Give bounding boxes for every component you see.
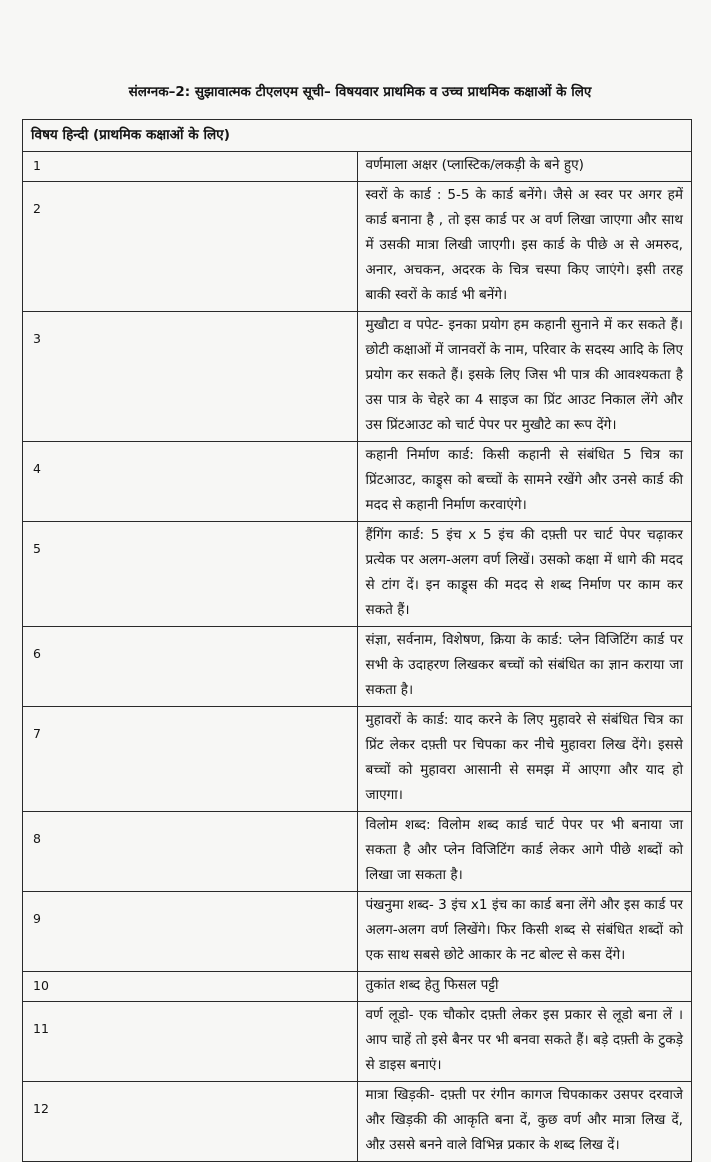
table-row (23, 522, 692, 627)
row-number: 4 (23, 442, 358, 522)
row-description: कहानी निर्माण कार्ड: किसी कहानी से संबंधित 5 चित्र का प्रिंटआउट, काड्र्स को बच्चों के सामने रखेंगे और उनसे कार्ड की मदद से कहानी निर्माण करवाएंगे। (357, 442, 692, 522)
table-row (23, 442, 692, 522)
row-description: हैंगिंग कार्ड: 5 इंच x 5 इंच की दफ़्ती पर चार्ट पेपर चढ़ाकर प्रत्येक पर अलग-अलग वर्ण लिखें। उसको कक्षा में धागे की मदद से टांग दें। इन काड्र्स की मदद से शब्द निर्माण पर काम कर सकते हैं। (357, 522, 692, 627)
table-row (23, 972, 692, 1002)
row-number: 9 (23, 892, 358, 972)
row-number: 7 (23, 707, 358, 812)
row-number: 2 (23, 182, 358, 312)
table-row (23, 627, 692, 707)
table-row (23, 312, 692, 442)
row-description: मात्रा खिड़की- दफ़्ती पर रंगीन कागज चिपकाकर उसपर दरवाजे और खिड़की की आकृति बना दें, कुछ वर्ण और मात्रा लिख दें, औऱ उससे बनने वाले विभिन्न प्रकार के शब्द लिख दें। (357, 1082, 692, 1162)
row-description: तुकांत शब्द हेतु फिसल पट्टी (357, 972, 692, 1002)
tlm-table-body (23, 120, 692, 1162)
table-row (23, 892, 692, 972)
row-description: स्वरों के कार्ड : 5-5 के कार्ड बनेंगे। जैसे अ स्वर पर अगर हमें कार्ड बनाना है , तो इस कार्ड पर अ वर्ण लिखा जाएगा और साथ में उसकी मात्रा लिखी जाएगी। इस कार्ड के पीछे अ से अमरुद, अनार, अचकन, अदरक के चित्र चस्पा किए जाएंगे। इसी तरह बाकी स्वरों के कार्ड भी बनेंगे। (357, 182, 692, 312)
table-row (23, 1002, 692, 1082)
table-row (23, 152, 692, 182)
row-description: मुखौटा व पपेट- इनका प्रयोग हम कहानी सुनाने में कर सकते हैं। छोटी कक्षाओं में जानवरों के नाम, परिवार के सदस्य आदि के लिए प्रयोग कर सकते हैं। इसके लिए जिस भी पात्र की आवश्यकता है उस पात्र के चेहरे का 4 साइज का प्रिंट आउट निकाल लेंगे और उस प्रिंटआउट को चार्ट पेपर पर मुखौटे का रूप देंगे। (357, 312, 692, 442)
table-row (23, 707, 692, 812)
row-description: पंखनुमा शब्द- 3 इंच x1 इंच का कार्ड बना लेंगे और इस कार्ड पर अलग-अलग वर्ण लिखेंगे। फिर किसी शब्द से संबंधित शब्दों को एक साथ सबसे छोटे आकार के नट बोल्ट से कस देंगे। (357, 892, 692, 972)
row-description: वर्णमाला अक्षर (प्लास्टिक/लकड़ी के बने हुए) (357, 152, 692, 182)
row-number: 1 (23, 152, 358, 182)
table-row (23, 182, 692, 312)
row-description: मुहावरों के कार्ड: याद करने के लिए मुहावरे से संबंधित चित्र का प्रिंट लेकर दफ़्ती पर चिपका कर नीचे मुहावरा लिख देंगे। इससे बच्चों को मुहावरा आसानी से समझ में आएगा और याद हो जाएगा। (357, 707, 692, 812)
row-number: 11 (23, 1002, 358, 1082)
row-number: 6 (23, 627, 358, 707)
row-number: 5 (23, 522, 358, 627)
row-description: वर्ण लूडो- एक चौकोर दफ़्ती लेकर इस प्रकार से लूडो बना लें । आप चाहें तो इसे बैनर पर भी बनवा सकते हैं। बड़े दफ़्ती के टुकड़े से डाइस बनाएं। (357, 1002, 692, 1082)
row-number: 12 (23, 1082, 358, 1162)
row-number: 10 (23, 972, 358, 1002)
row-number: 3 (23, 312, 358, 442)
table-row (23, 812, 692, 892)
tlm-table (22, 119, 692, 1162)
table-header-cell: विषय हिन्दी (प्राथमिक कक्षाओं के लिए) (23, 120, 692, 152)
row-number: 8 (23, 812, 358, 892)
row-description: विलोम शब्द: विलोम शब्द कार्ड चार्ट पेपर पर भी बनाया जा सकता है और प्लेन विजिटिंग कार्ड लेकर आगे पीछे शब्दों को लिखा जा सकता है। (357, 812, 692, 892)
row-description: संज्ञा, सर्वनाम, विशेषण, क्रिया के कार्ड: प्लेन विजिटिंग कार्ड पर सभी के उदाहरण लिखकर बच्चों को संबंधित का ज्ञान कराया जा सकता है। (357, 627, 692, 707)
table-header-row (23, 120, 692, 152)
table-row (23, 1082, 692, 1162)
document-title: संलग्नक–2: सुझावात्मक टीएलएम सूची– विषयवार प्राथमिक व उच्च प्राथमिक कक्षाओं के लिए (128, 84, 592, 100)
